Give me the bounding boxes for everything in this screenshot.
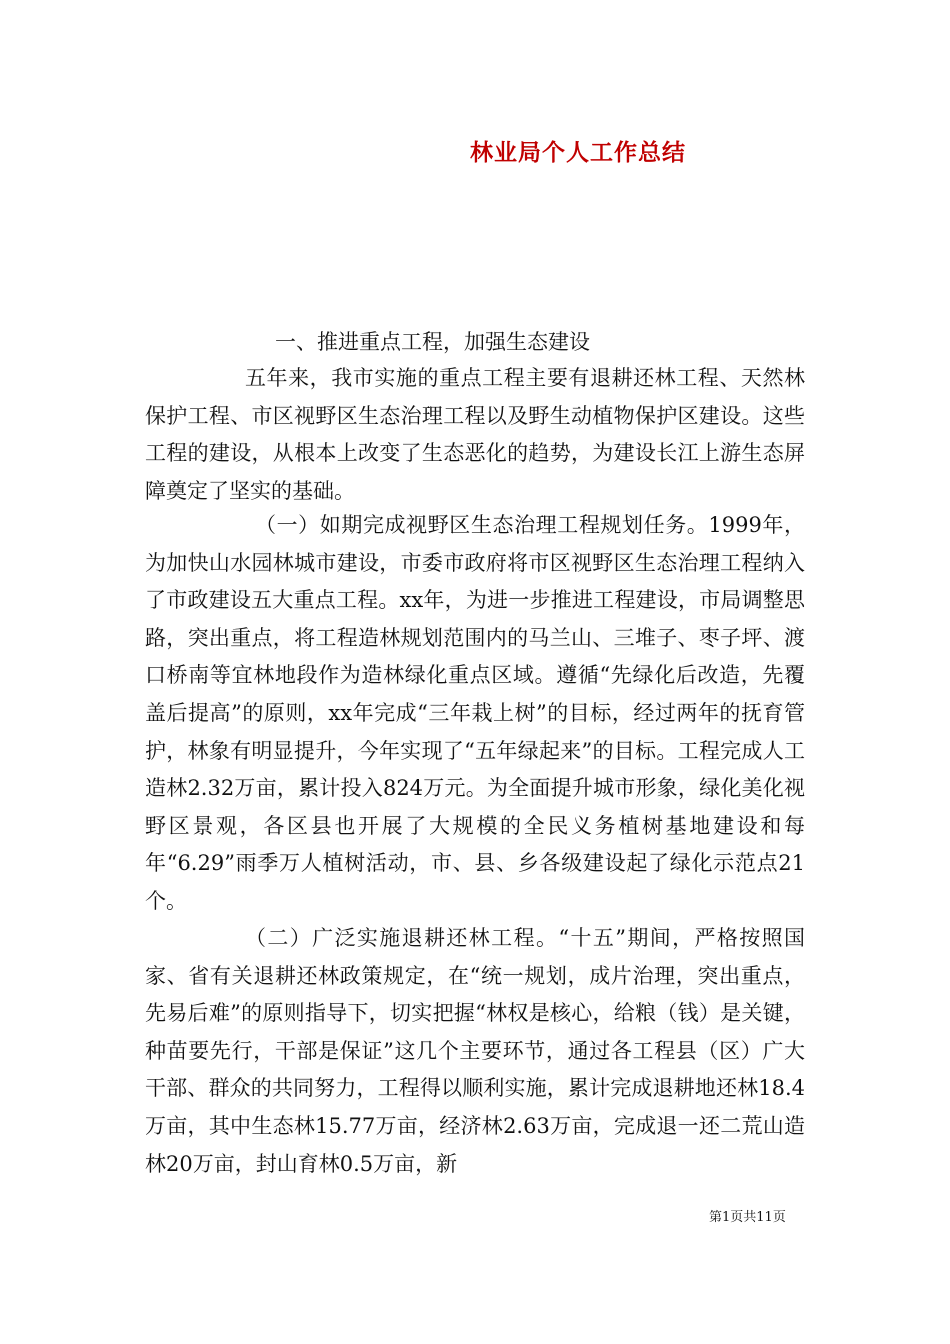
- paragraph-intro: 五年来，我市实施的重点工程主要有退耕还林工程、天然林保护工程、市区视野区生态治理工程以及野生动植物保护区建设。这些工程的建设，从根本上改变了生态恶化的趋势，为建设长江上游生态屏障奠定了坚实的基础。: [145, 366, 805, 503]
- section-heading: 一、推进重点工程，加强生态建设: [275, 330, 590, 354]
- paragraph-part-one: （一）如期完成视野区生态治理工程规划任务。1999年，为加快山水园林城市建设，市委市政府将市区视野区生态治理工程纳入了市政建设五大重点工程。xx年，为进一步推进工程建设，市局调整思路，突出重点，将工程造林规划范围内的马兰山、三堆子、枣子坪、渡口桥南等宜林地段作为造林绿化重点区域。遵循“先绿化后改造，先覆盖后提高”的原则，xx年完成“三年栽上树”的目标，经过两年的抚育管护，林象有明显提升，今年实现了“五年绿起来”的目标。工程完成人工造林2.32万亩，累计投入824万元。为全面提升城市形象，绿化美化视野区景观，各区县也开展了大规模的全民义务植树基地建设和每年“6.29”雨季万人植树活动，市、县、乡各级建设起了绿化示范点21个。: [145, 513, 805, 913]
- paragraph-part-two: （二）广泛实施退耕还林工程。“十五”期间，严格按照国家、省有关退耕还林政策规定，在“统一规划，成片治理，突出重点，先易后难”的原则指导下，切实把握“林权是核心，给粮（钱）是关键，种苗要先行，干部是保证”这几个主要环节，通过各工程县（区）广大干部、群众的共同努力，工程得以顺利实施，累计完成退耕地还林18.4万亩，其中生态林15.77万亩，经济林2.63万亩，完成退一还二荒山造林20万亩，封山育林0.5万亩，新: [145, 926, 805, 1176]
- document-title: 林业局个人工作总结: [470, 139, 686, 166]
- page-number: 第1页共11页: [709, 1210, 786, 1225]
